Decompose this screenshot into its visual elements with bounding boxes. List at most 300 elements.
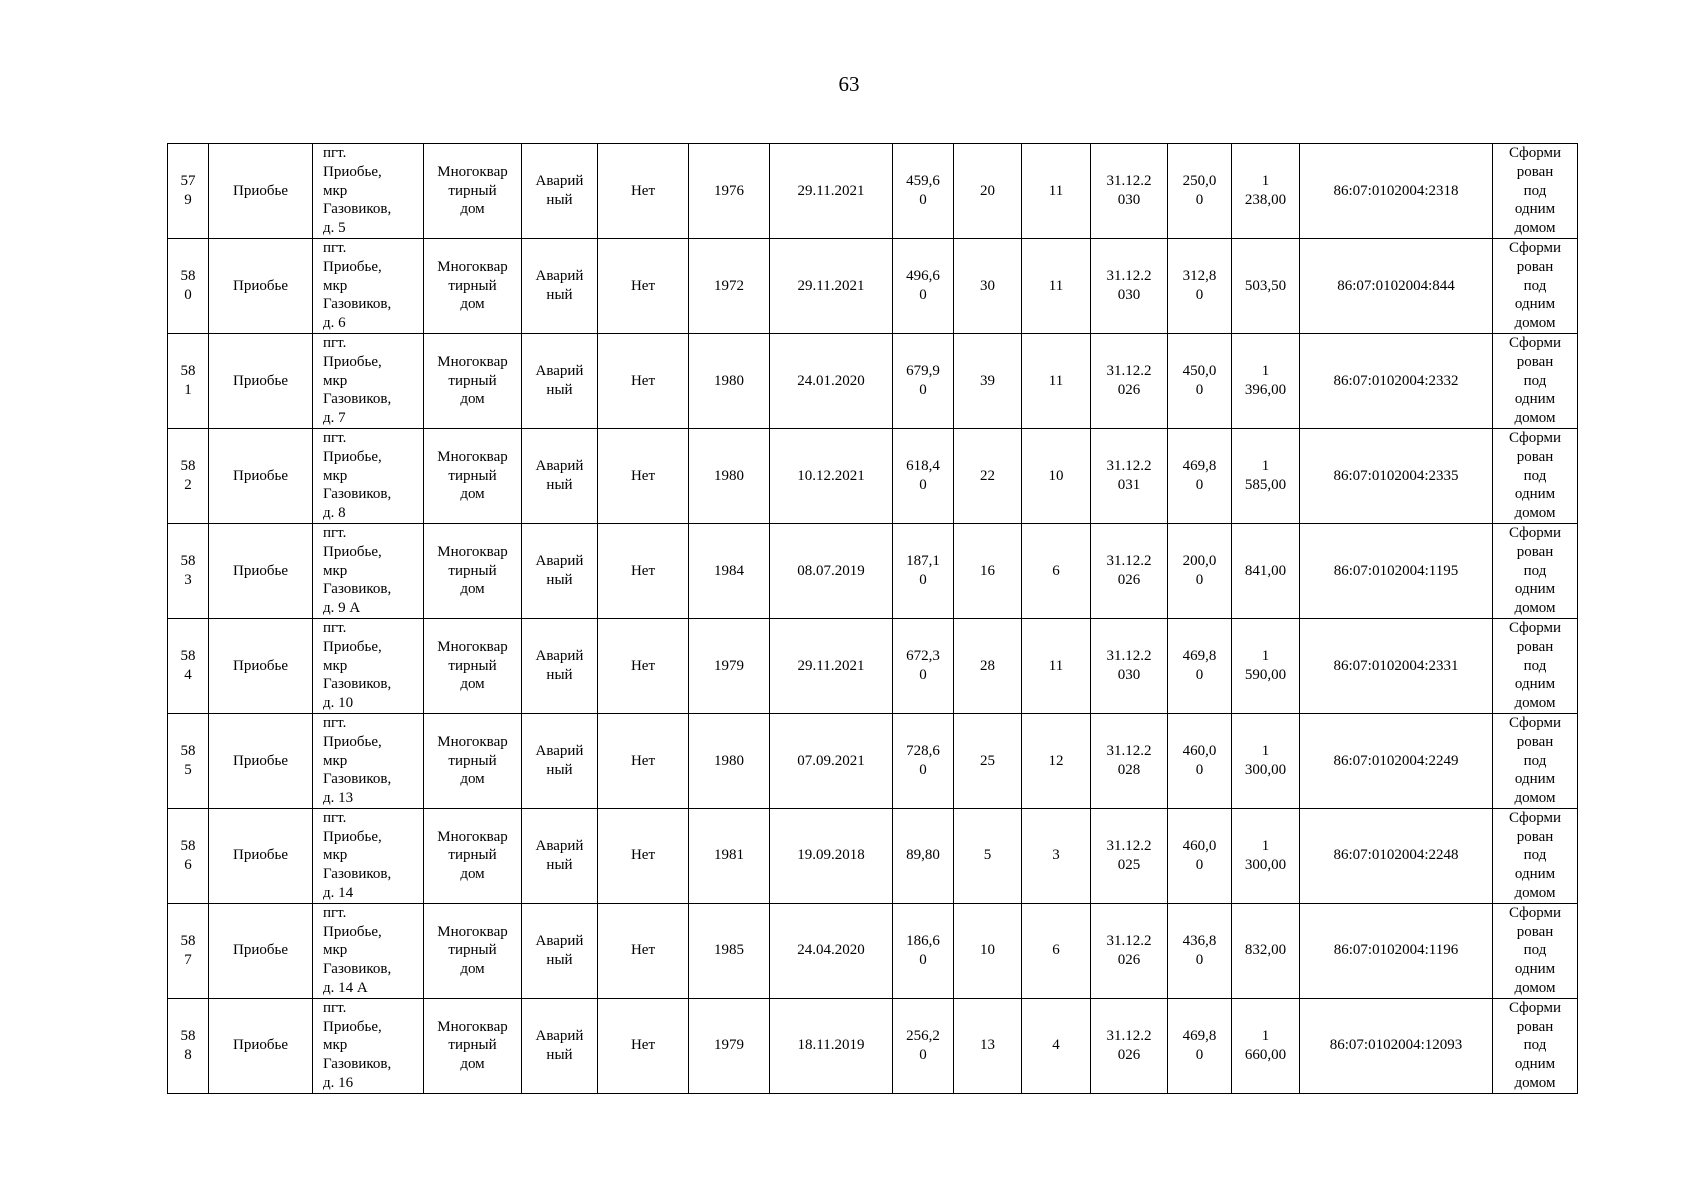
cell-note-line: Сформи — [1508, 429, 1562, 446]
cell-address-line: д. 8 — [323, 505, 346, 522]
cell-deadline-line: 31.12.2 — [1106, 648, 1152, 665]
cell-house-type-line: Многоквар — [437, 163, 508, 180]
cell-flag: Нет — [598, 333, 689, 428]
cell-cadastral-number: 86:07:0102004:1196 — [1300, 903, 1493, 998]
cell-build-year: 1980 — [689, 333, 770, 428]
cell-value-line: 1 — [1261, 363, 1270, 380]
cell-note-line: под — [1523, 752, 1547, 769]
cell-land-area-line: 0 — [1195, 951, 1204, 968]
cell-value — [1232, 333, 1300, 428]
cell-area-line: 618,4 — [906, 458, 940, 475]
cell-row-number-line: 58 — [180, 363, 196, 380]
cell-area — [893, 523, 954, 618]
cell-house-type — [424, 618, 522, 713]
cell-row-number-line: 58 — [180, 553, 196, 570]
cell-address-line: Газовиков, — [323, 676, 392, 693]
cell-deadline-line: 31.12.2 — [1106, 268, 1152, 285]
table-row — [168, 618, 1578, 713]
cell-value — [1232, 618, 1300, 713]
cell-address — [313, 998, 424, 1093]
cell-residents: 13 — [954, 998, 1022, 1093]
cell-flag: Нет — [598, 808, 689, 903]
cell-value-line: 396,00 — [1244, 381, 1287, 398]
cell-note-line: под — [1523, 847, 1547, 864]
cell-note-line: под — [1523, 942, 1547, 959]
cell-note-line: домом — [1514, 220, 1556, 237]
cell-cadastral-number: 86:07:0102004:2331 — [1300, 618, 1493, 713]
cell-note-line: под — [1523, 372, 1547, 389]
cell-house-type — [424, 523, 522, 618]
cell-apartments: 3 — [1022, 808, 1091, 903]
cell-row-number-line: 7 — [184, 951, 192, 968]
cell-address-line: пгт. — [323, 429, 347, 446]
cell-house-type-line: Многоквар — [437, 448, 508, 465]
registry-body — [168, 144, 1578, 1094]
cell-house-type-line: тирный — [448, 277, 497, 294]
cell-land-area-line: 0 — [1195, 191, 1204, 208]
cell-row-number-line: 0 — [184, 286, 192, 303]
cell-locality: Приобье — [209, 333, 313, 428]
cell-row-number-line: 8 — [184, 1046, 192, 1063]
cell-house-type-line: дом — [460, 581, 485, 598]
cell-land-area-line: 0 — [1195, 476, 1204, 493]
cell-address-line: Газовиков, — [323, 486, 392, 503]
cell-address-line: мкр — [323, 277, 348, 294]
cell-row-number — [168, 238, 209, 333]
cell-house-type-line: тирный — [448, 467, 497, 484]
cell-status-line: Аварий — [535, 173, 584, 190]
cell-area-line: 0 — [919, 476, 927, 493]
cell-land-area — [1168, 523, 1232, 618]
cell-area-line: 0 — [919, 761, 927, 778]
cell-note-line: рован — [1516, 258, 1554, 275]
cell-cadastral-number: 86:07:0102004:2332 — [1300, 333, 1493, 428]
cell-row-number-line: 9 — [184, 191, 192, 208]
cell-recognition-date: 07.09.2021 — [770, 713, 893, 808]
cell-address-line: д. 6 — [323, 315, 346, 332]
cell-address-line: д. 10 — [323, 695, 354, 712]
cell-note-line: рован — [1516, 353, 1554, 370]
cell-note-line: одним — [1514, 201, 1556, 218]
cell-apartments: 11 — [1022, 144, 1091, 239]
cell-recognition-date: 24.04.2020 — [770, 903, 893, 998]
cell-recognition-date: 29.11.2021 — [770, 618, 893, 713]
cell-address-line: Газовиков, — [323, 866, 392, 883]
cell-deadline — [1091, 333, 1168, 428]
cell-house-type-line: Многоквар — [437, 638, 508, 655]
cell-value — [1232, 144, 1300, 239]
cell-build-year: 1979 — [689, 998, 770, 1093]
cell-locality: Приобье — [209, 144, 313, 239]
cell-residents: 39 — [954, 333, 1022, 428]
cell-note-line: одним — [1514, 676, 1556, 693]
cell-row-number-line: 58 — [180, 743, 196, 760]
cell-address-line: пгт. — [323, 999, 347, 1016]
cell-build-year: 1980 — [689, 428, 770, 523]
cell-value-line: 300,00 — [1244, 761, 1287, 778]
cell-address-line: Газовиков, — [323, 961, 392, 978]
cell-row-number-line: 6 — [184, 856, 192, 873]
cell-land-area-line: 0 — [1195, 856, 1204, 873]
cell-status — [522, 238, 598, 333]
cell-house-type-line: тирный — [448, 657, 497, 674]
cell-build-year: 1979 — [689, 618, 770, 713]
cell-note-line: Сформи — [1508, 145, 1562, 161]
cell-address-line: Приобье, — [323, 733, 382, 750]
cell-note-line: домом — [1514, 505, 1556, 522]
cell-recognition-date: 29.11.2021 — [770, 144, 893, 239]
cell-note-line: под — [1523, 657, 1547, 674]
cell-address-line: д. 13 — [323, 790, 354, 807]
cell-deadline-line: 026 — [1117, 951, 1141, 968]
cell-note-line: Сформи — [1508, 809, 1562, 826]
cell-cadastral-number: 86:07:0102004:12093 — [1300, 998, 1493, 1093]
cell-note-line: одним — [1514, 486, 1556, 503]
cell-area-line: 0 — [919, 666, 927, 683]
cell-note-line: Сформи — [1508, 714, 1562, 731]
cell-note — [1493, 903, 1578, 998]
cell-value-line: 1 — [1261, 173, 1270, 190]
cell-status — [522, 144, 598, 239]
cell-row-number-line: 1 — [184, 381, 192, 398]
cell-address-line: Приобье, — [323, 543, 382, 560]
cell-note — [1493, 713, 1578, 808]
cell-value-line: 590,00 — [1244, 666, 1287, 683]
cell-note — [1493, 998, 1578, 1093]
cell-address-line: мкр — [323, 942, 348, 959]
cell-row-number-line: 3 — [184, 571, 192, 588]
cell-value-line: 238,00 — [1244, 191, 1287, 208]
cell-value — [1232, 428, 1300, 523]
cell-area-line: 0 — [919, 951, 927, 968]
cell-status-line: ный — [546, 381, 573, 398]
cell-land-area-line: 0 — [1195, 286, 1204, 303]
cell-land-area — [1168, 713, 1232, 808]
cell-apartments: 10 — [1022, 428, 1091, 523]
cell-locality: Приобье — [209, 903, 313, 998]
cell-address-line: пгт. — [323, 524, 347, 541]
cell-house-type-line: Многоквар — [437, 353, 508, 370]
cell-status-line: Аварий — [535, 363, 584, 380]
cell-land-area-line: 469,8 — [1182, 458, 1217, 475]
table-row — [168, 523, 1578, 618]
cell-deadline-line: 030 — [1117, 286, 1141, 303]
cell-row-number — [168, 144, 209, 239]
cell-land-area-line: 312,8 — [1182, 268, 1217, 285]
cell-recognition-date: 18.11.2019 — [770, 998, 893, 1093]
cell-value-line: 832,00 — [1244, 942, 1287, 959]
cell-house-type-line: дом — [460, 201, 485, 218]
cell-note-line: домом — [1514, 1075, 1556, 1092]
cell-address-line: д. 16 — [323, 1075, 354, 1092]
cell-area — [893, 428, 954, 523]
cell-status — [522, 808, 598, 903]
cell-address-line: Газовиков, — [323, 296, 392, 313]
cell-deadline — [1091, 144, 1168, 239]
cell-recognition-date: 29.11.2021 — [770, 238, 893, 333]
cell-status-line: Аварий — [535, 268, 584, 285]
cell-row-number-line: 58 — [180, 458, 196, 475]
cell-locality: Приобье — [209, 428, 313, 523]
cell-value — [1232, 713, 1300, 808]
cell-row-number-line: 4 — [184, 666, 192, 683]
table-row — [168, 903, 1578, 998]
cell-deadline — [1091, 998, 1168, 1093]
cell-flag: Нет — [598, 618, 689, 713]
cell-row-number-line: 58 — [180, 838, 196, 855]
table-row — [168, 998, 1578, 1093]
table-row — [168, 144, 1578, 239]
cell-apartments: 6 — [1022, 903, 1091, 998]
table-row — [168, 808, 1578, 903]
cell-address-line: Приобье, — [323, 923, 382, 940]
cell-note-line: рован — [1516, 1018, 1554, 1035]
cell-land-area-line: 250,0 — [1182, 173, 1217, 190]
cell-note-line: рован — [1516, 923, 1554, 940]
cell-build-year: 1972 — [689, 238, 770, 333]
cell-status-line: ный — [546, 951, 573, 968]
cell-row-number-line: 58 — [180, 268, 196, 285]
cell-house-type — [424, 144, 522, 239]
cell-area-line: 496,6 — [906, 268, 940, 285]
cell-row-number-line: 57 — [180, 173, 196, 190]
cell-row-number-line: 2 — [184, 476, 192, 493]
cell-address-line: мкр — [323, 847, 348, 864]
housing-registry-table — [167, 143, 1578, 1094]
cell-note-line: Сформи — [1508, 524, 1562, 541]
cell-land-area-line: 0 — [1195, 571, 1204, 588]
cell-row-number — [168, 428, 209, 523]
cell-house-type-line: тирный — [448, 182, 497, 199]
cell-address-line: пгт. — [323, 334, 347, 351]
cell-address-line: Приобье, — [323, 163, 382, 180]
cell-flag: Нет — [598, 998, 689, 1093]
cell-area-line: 0 — [919, 571, 927, 588]
cell-house-type-line: Многоквар — [437, 828, 508, 845]
cell-address — [313, 903, 424, 998]
cell-house-type-line: дом — [460, 961, 485, 978]
cell-area — [893, 618, 954, 713]
cell-build-year: 1976 — [689, 144, 770, 239]
cell-area-line: 679,9 — [906, 363, 940, 380]
cell-house-type-line: Многоквар — [437, 1018, 508, 1035]
cell-area — [893, 333, 954, 428]
cell-house-type — [424, 333, 522, 428]
cell-address — [313, 618, 424, 713]
cell-address — [313, 333, 424, 428]
cell-status-line: Аварий — [535, 458, 584, 475]
cell-house-type-line: тирный — [448, 1037, 497, 1054]
cell-address-line: д. 7 — [323, 410, 346, 427]
cell-house-type-line: Многоквар — [437, 923, 508, 940]
cell-value — [1232, 808, 1300, 903]
cell-note-line: одним — [1514, 771, 1556, 788]
cell-area-line: 256,2 — [906, 1028, 940, 1045]
cell-deadline — [1091, 713, 1168, 808]
cell-note — [1493, 333, 1578, 428]
cell-flag: Нет — [598, 238, 689, 333]
cell-area — [893, 808, 954, 903]
cell-deadline-line: 030 — [1117, 191, 1141, 208]
cell-flag: Нет — [598, 903, 689, 998]
cell-address-line: Газовиков, — [323, 201, 392, 218]
cell-note-line: одним — [1514, 961, 1556, 978]
cell-status-line: Аварий — [535, 1028, 584, 1045]
cell-house-type-line: тирный — [448, 847, 497, 864]
cell-status-line: ный — [546, 286, 573, 303]
cell-apartments: 11 — [1022, 238, 1091, 333]
cell-land-area-line: 0 — [1195, 761, 1204, 778]
cell-address — [313, 144, 424, 239]
cell-build-year: 1980 — [689, 713, 770, 808]
cell-house-type-line: дом — [460, 296, 485, 313]
cell-flag: Нет — [598, 713, 689, 808]
cell-note-line: Сформи — [1508, 904, 1562, 921]
cell-address-line: мкр — [323, 372, 348, 389]
cell-locality: Приобье — [209, 618, 313, 713]
cell-area-line: 728,6 — [906, 743, 940, 760]
cell-deadline-line: 31.12.2 — [1106, 838, 1152, 855]
cell-row-number — [168, 523, 209, 618]
cell-value-line: 1 — [1261, 1028, 1270, 1045]
cell-note — [1493, 523, 1578, 618]
cell-deadline-line: 025 — [1117, 856, 1141, 873]
cell-land-area-line: 460,0 — [1182, 743, 1217, 760]
cell-address-line: пгт. — [323, 239, 347, 256]
cell-note-line: рован — [1516, 543, 1554, 560]
cell-cadastral-number: 86:07:0102004:844 — [1300, 238, 1493, 333]
cell-note-line: одним — [1514, 296, 1556, 313]
cell-row-number-line: 5 — [184, 761, 192, 778]
cell-house-type-line: дом — [460, 1056, 485, 1073]
cell-build-year: 1981 — [689, 808, 770, 903]
cell-house-type-line: Многоквар — [437, 543, 508, 560]
cell-deadline-line: 31.12.2 — [1106, 1028, 1152, 1045]
cell-residents: 28 — [954, 618, 1022, 713]
cell-status — [522, 618, 598, 713]
cell-house-type-line: тирный — [448, 942, 497, 959]
cell-address-line: Приобье, — [323, 448, 382, 465]
cell-area-line: 672,3 — [906, 648, 940, 665]
cell-build-year: 1985 — [689, 903, 770, 998]
cell-house-type-line: Многоквар — [437, 733, 508, 750]
cell-status-line: Аварий — [535, 743, 584, 760]
cell-address-line: Газовиков, — [323, 1056, 392, 1073]
cell-land-area — [1168, 998, 1232, 1093]
cell-note-line: домом — [1514, 315, 1556, 332]
cell-area — [893, 238, 954, 333]
cell-house-type-line: дом — [460, 486, 485, 503]
cell-status — [522, 998, 598, 1093]
cell-area-line: 459,6 — [906, 173, 940, 190]
cell-address-line: мкр — [323, 657, 348, 674]
cell-residents: 20 — [954, 144, 1022, 239]
cell-value — [1232, 998, 1300, 1093]
cell-recognition-date: 10.12.2021 — [770, 428, 893, 523]
cell-locality: Приобье — [209, 808, 313, 903]
cell-status-line: ный — [546, 761, 573, 778]
cell-land-area-line: 469,8 — [1182, 1028, 1217, 1045]
cell-note-line: под — [1523, 1037, 1547, 1054]
cell-note-line: домом — [1514, 410, 1556, 427]
cell-status — [522, 428, 598, 523]
cell-value-line: 585,00 — [1244, 476, 1287, 493]
cell-row-number-line: 58 — [180, 1028, 196, 1045]
cell-apartments: 4 — [1022, 998, 1091, 1093]
cell-note-line: под — [1523, 467, 1547, 484]
cell-note-line: одним — [1514, 1056, 1556, 1073]
cell-note-line: под — [1523, 182, 1547, 199]
cell-note — [1493, 428, 1578, 523]
cell-row-number — [168, 808, 209, 903]
cell-address — [313, 428, 424, 523]
cell-deadline — [1091, 808, 1168, 903]
cell-deadline-line: 31.12.2 — [1106, 173, 1152, 190]
cell-value-line: 503,50 — [1244, 277, 1287, 294]
cell-note-line: домом — [1514, 980, 1556, 997]
cell-area-line: 0 — [919, 286, 927, 303]
cell-row-number — [168, 713, 209, 808]
cell-deadline-line: 31.12.2 — [1106, 933, 1152, 950]
cell-value — [1232, 238, 1300, 333]
cell-row-number — [168, 333, 209, 428]
cell-flag: Нет — [598, 428, 689, 523]
cell-address-line: Газовиков, — [323, 771, 392, 788]
cell-recognition-date: 19.09.2018 — [770, 808, 893, 903]
cell-land-area-line: 0 — [1195, 1046, 1204, 1063]
cell-note-line: Сформи — [1508, 619, 1562, 636]
cell-deadline-line: 31.12.2 — [1106, 553, 1152, 570]
cell-area — [893, 144, 954, 239]
cell-value-line: 660,00 — [1244, 1046, 1287, 1063]
cell-note-line: одним — [1514, 866, 1556, 883]
cell-deadline-line: 31.12.2 — [1106, 458, 1152, 475]
cell-status-line: ный — [546, 191, 573, 208]
cell-apartments: 6 — [1022, 523, 1091, 618]
cell-note-line: домом — [1514, 885, 1556, 902]
cell-address-line: д. 14 — [323, 885, 354, 902]
cell-address-line: д. 5 — [323, 220, 346, 237]
cell-residents: 16 — [954, 523, 1022, 618]
cell-note-line: рован — [1516, 828, 1554, 845]
cell-deadline-line: 028 — [1117, 761, 1141, 778]
cell-address — [313, 238, 424, 333]
cell-land-area-line: 460,0 — [1182, 838, 1217, 855]
cell-address-line: Приобье, — [323, 353, 382, 370]
table-row — [168, 428, 1578, 523]
cell-cadastral-number: 86:07:0102004:2318 — [1300, 144, 1493, 239]
cell-area-line: 0 — [919, 1046, 927, 1063]
cell-address-line: пгт. — [323, 809, 347, 826]
cell-house-type — [424, 903, 522, 998]
cell-status-line: ный — [546, 856, 573, 873]
cell-house-type — [424, 998, 522, 1093]
cell-residents: 10 — [954, 903, 1022, 998]
cell-value-line: 1 — [1261, 458, 1270, 475]
cell-deadline-line: 026 — [1117, 1046, 1141, 1063]
cell-address-line: Газовиков, — [323, 581, 392, 598]
cell-address-line: Приобье, — [323, 258, 382, 275]
cell-status-line: Аварий — [535, 553, 584, 570]
cell-deadline-line: 31.12.2 — [1106, 743, 1152, 760]
cell-deadline-line: 31.12.2 — [1106, 363, 1152, 380]
cell-address-line: Приобье, — [323, 828, 382, 845]
cell-house-type-line: тирный — [448, 752, 497, 769]
cell-house-type — [424, 713, 522, 808]
cell-row-number — [168, 903, 209, 998]
cell-address-line: пгт. — [323, 714, 347, 731]
cell-status-line: ный — [546, 1046, 573, 1063]
